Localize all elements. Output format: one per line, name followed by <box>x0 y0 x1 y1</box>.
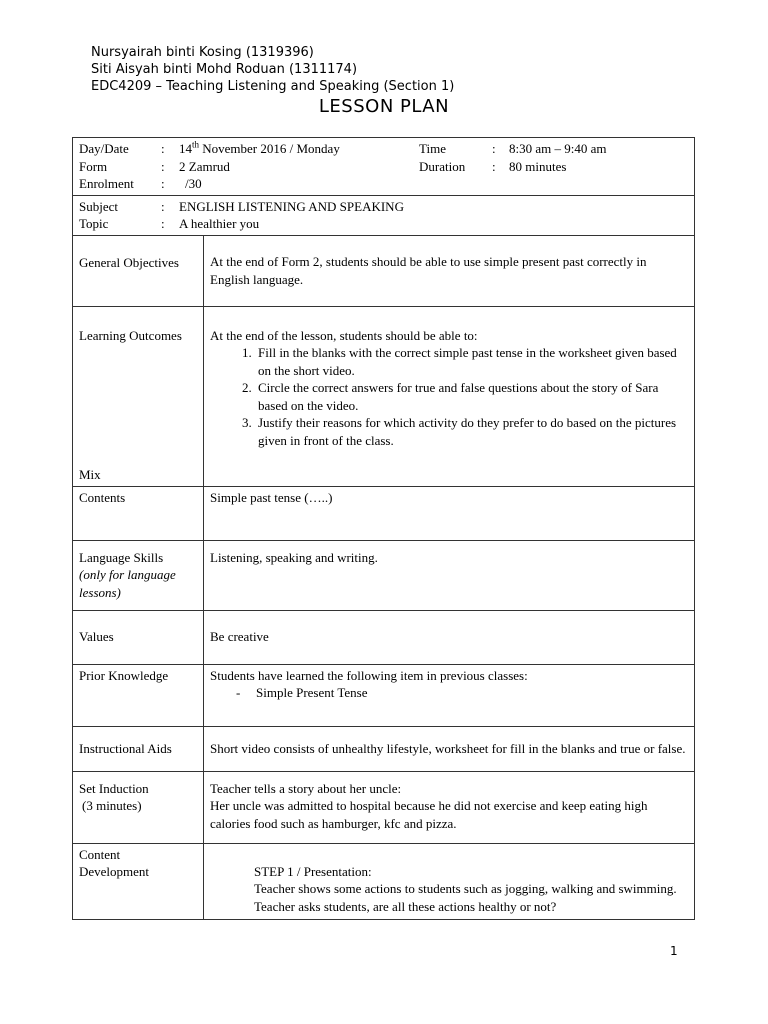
learning-outcomes-intro: At the end of the lesson, students should be able to: <box>210 327 478 343</box>
prior-knowledge-item: - Simple Present Tense <box>256 684 688 702</box>
learning-outcomes-label: Learning Outcomes <box>79 327 182 343</box>
language-skills-note: (only for language lessons) <box>79 567 176 600</box>
subject-cell <box>73 195 695 235</box>
contents-row <box>73 486 695 540</box>
instructional-aids-text: Short video consists of unhealthy lifestyle, worksheet for fill in the blanks and true or false. <box>204 726 695 771</box>
prior-knowledge-list <box>210 684 688 702</box>
set-induction-label-cell <box>73 771 204 843</box>
set-induction-row <box>73 771 695 843</box>
general-objectives-row <box>73 235 695 306</box>
set-induction-line-2: Her uncle was admitted to hospital because he did not exercise and keep eating high calories food such as hamburger, kfc and pizza. <box>210 798 648 831</box>
day-value: 14th November 2016 / Monday <box>179 139 340 156</box>
language-skills-text: Listening, speaking and writing. <box>204 540 695 610</box>
day-label: Day/Date <box>79 141 129 156</box>
prior-knowledge-row <box>73 664 695 726</box>
values-row <box>73 610 695 664</box>
learning-outcomes-label-cell <box>73 306 204 486</box>
prior-knowledge-text: Students have learned the following item in previous classes: <box>210 667 528 683</box>
content-development-label: Content Development <box>79 846 150 879</box>
learning-outcomes-cell <box>204 306 695 486</box>
form-value: 2 Zamrud <box>179 158 230 174</box>
instructional-aids-label: Instructional Aids <box>73 726 204 771</box>
subject-value: ENGLISH LISTENING AND SPEAKING <box>179 198 404 214</box>
values-text: Be creative <box>204 610 695 664</box>
lesson-plan-table <box>72 137 695 920</box>
learning-outcome-item: 2. Circle the correct answers for true and false questions about the story of Sara based on the video. <box>255 379 688 414</box>
general-objectives-text: At the end of Form 2, students should be able to use simple present past correctly in English language. <box>204 235 695 306</box>
time-label: Time <box>419 141 446 156</box>
page-number: 1 <box>670 944 678 958</box>
set-induction-duration: (3 minutes) <box>82 798 142 813</box>
content-development-cell <box>204 843 695 919</box>
form-label: Form <box>79 158 108 174</box>
topic-label: Topic <box>79 216 109 231</box>
page-title: LESSON PLAN <box>318 96 450 117</box>
content-development-step: STEP 1 / Presentation: <box>254 863 372 879</box>
info-cell <box>73 138 695 196</box>
language-skills-row <box>73 540 695 610</box>
language-skills-label-cell <box>73 540 204 610</box>
subject-label: Subject <box>79 198 118 214</box>
contents-text: Simple past tense (…..) <box>204 486 695 540</box>
set-induction-line-1: Teacher tells a story about her uncle: <box>210 780 402 796</box>
form-colon: : <box>161 158 165 174</box>
course-line: EDC4209 – Teaching Listening and Speaking (Section 1) <box>91 79 455 94</box>
learning-outcome-item: 1. Fill in the blanks with the correct simple past tense in the worksheet given based on the short video. <box>255 344 688 379</box>
language-skills-label: Language Skills <box>79 549 164 565</box>
prior-knowledge-label: Prior Knowledge <box>73 664 204 726</box>
author-line-1: Nursyairah binti Kosing (1319396) <box>91 45 314 60</box>
set-induction-cell <box>204 771 695 843</box>
day-colon: : <box>161 141 165 156</box>
prior-knowledge-cell <box>204 664 695 726</box>
general-objectives-label: General Objectives <box>73 235 204 306</box>
author-line-2: Siti Aisyah binti Mohd Roduan (1311174) <box>91 62 358 77</box>
values-label: Values <box>73 610 204 664</box>
topic-colon: : <box>161 216 165 231</box>
enrolment-value: /30 <box>185 176 202 191</box>
subject-colon: : <box>161 198 165 214</box>
enrolment-label: Enrolment <box>79 176 134 191</box>
learning-outcomes-list <box>210 344 688 449</box>
time-value: 8:30 am – 9:40 am <box>509 141 607 156</box>
set-induction-label: Set Induction <box>79 780 149 796</box>
info-row <box>73 138 695 196</box>
subject-row <box>73 195 695 235</box>
learning-outcomes-extra: Mix <box>79 467 101 482</box>
learning-outcome-item: 3. Justify their reasons for which activity do they prefer to do based on the pictures given in front of the class. <box>255 414 688 449</box>
time-colon: : <box>492 141 496 156</box>
contents-label: Contents <box>73 486 204 540</box>
document-header <box>91 44 454 95</box>
learning-outcomes-row <box>73 306 695 486</box>
content-development-text: Teacher shows some actions to students such as jogging, walking and swimming. Teacher asks students, are all these actions healthy or not? <box>254 881 677 914</box>
duration-colon: : <box>492 158 496 174</box>
duration-value: 80 minutes <box>509 158 567 174</box>
topic-value: A healthier you <box>179 216 260 231</box>
instructional-aids-row <box>73 726 695 771</box>
duration-label: Duration <box>419 158 466 174</box>
content-development-label-cell <box>73 843 204 919</box>
enrolment-colon: : <box>161 176 165 191</box>
content-development-row <box>73 843 695 919</box>
